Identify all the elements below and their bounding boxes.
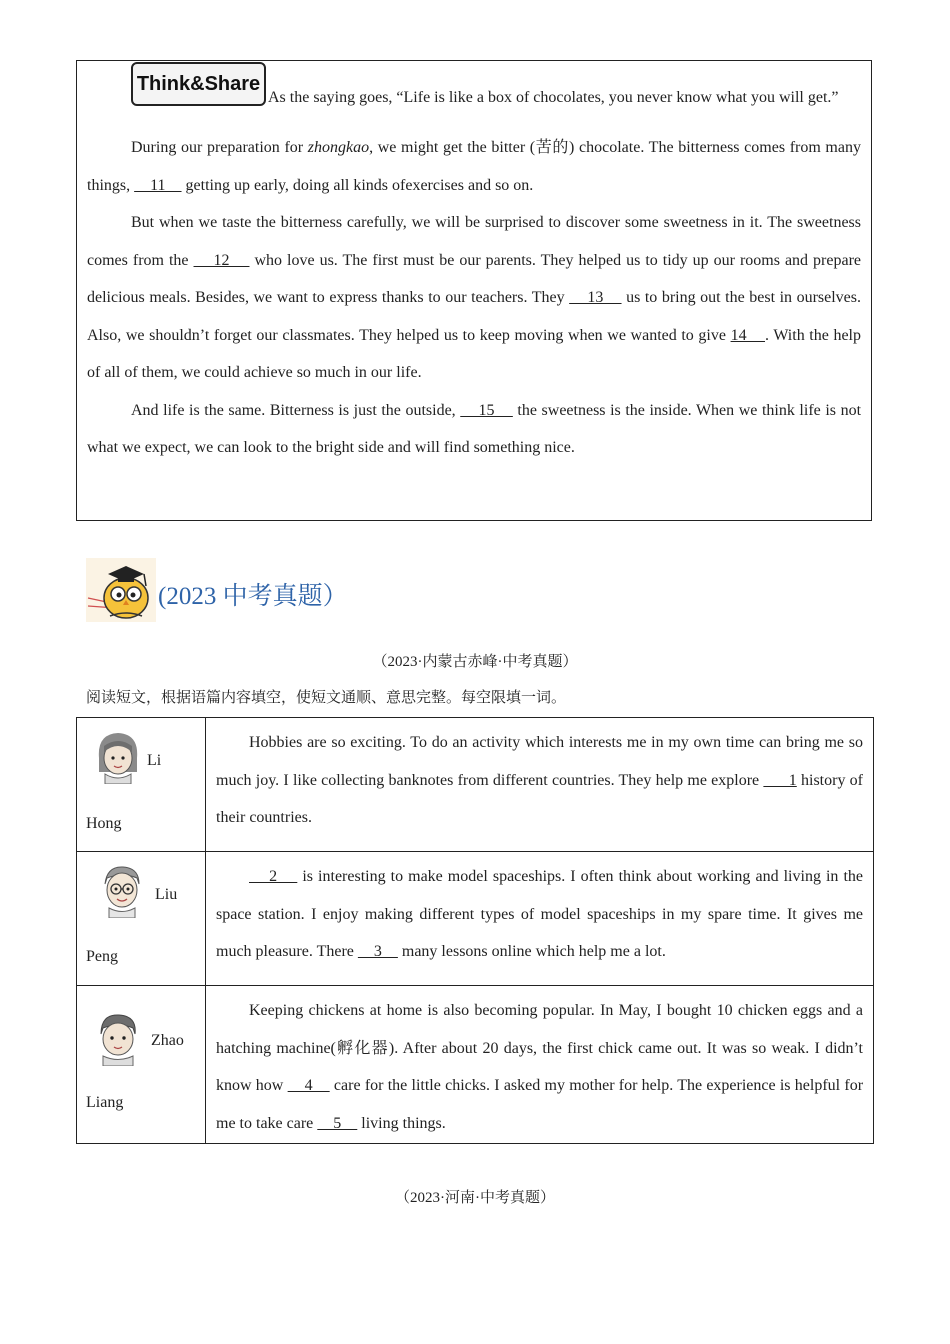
- person-cell: [77, 852, 206, 986]
- think-share-badge: Think&Share: [131, 62, 266, 106]
- passage-paragraph-3: [87, 204, 861, 392]
- blank-13[interactable]: 13: [569, 289, 622, 306]
- profile-text: care for the little chicks. I asked my mother for help. The experience is helpful for me to take care: [216, 1077, 864, 1132]
- table-row: [77, 852, 874, 986]
- profile-text-cell: [206, 986, 874, 1144]
- boy-avatar-icon: [89, 1010, 147, 1066]
- profile-text: is interesting to make model spaceships. I often think about working and living in the space station. I enjoy making different types of model spaceships in my spare time. It gives me much pleasure. There: [216, 868, 864, 960]
- profile-paragraph: [216, 992, 863, 1142]
- profile-text: history of their countries.: [216, 771, 863, 826]
- person-last-name: Hong: [86, 815, 122, 832]
- profile-text: Keeping chickens at home is also becoming popular. In May, I bought 10 chicken eggs and a hatching machine(孵化器). After about 20 days, the first chick came out. It was so weak. I didn’t know how: [216, 1002, 863, 1094]
- person-first-name: Zhao: [151, 1032, 184, 1049]
- blank-11[interactable]: 11: [134, 176, 182, 194]
- passage-text: . With the help of all of them, we could achieve so much in our life.: [87, 326, 861, 381]
- profile-text-cell: [206, 852, 874, 986]
- passage-text: who love us. The first must be our parents. They helped us to tidy up our rooms and prepare delicious meals. Besides, we want to express thanks to our teachers. They: [87, 251, 862, 306]
- passage-paragraph-2: [87, 129, 861, 204]
- question-source: （2023·内蒙古赤峰·中考真题）: [372, 654, 578, 670]
- section-title: (2023 中考真题）: [158, 583, 348, 610]
- profile-text-cell: [206, 718, 874, 852]
- boy-glasses-avatar-icon: [93, 862, 151, 918]
- profile-paragraph: [216, 724, 863, 837]
- profile-text: Hobbies are so exciting. To do an activity which interests me in my own time can bring me so much joy. I like collecting banknotes from different countries. They help me explore: [216, 734, 863, 789]
- person-first-name: Li: [147, 752, 162, 769]
- profile-paragraph: [216, 858, 863, 971]
- profile-text: many lessons online which help me a lot.: [397, 943, 666, 960]
- passage-paragraph-4: [87, 392, 861, 467]
- owl-graduate-icon: [86, 558, 156, 622]
- table-row: [77, 986, 874, 1144]
- blank-3[interactable]: 3: [357, 943, 398, 960]
- instruction-text: 阅读短文，根据语篇内容填空，使短文通顺、意思完整。每空限填一词。: [86, 690, 567, 706]
- blank-2[interactable]: 2: [249, 868, 298, 885]
- blank-12[interactable]: 12: [193, 251, 250, 269]
- blank-4[interactable]: 4: [287, 1077, 330, 1094]
- passage-text: And life is the same. Bitterness is just the outside,: [131, 401, 461, 419]
- person-last-name: Liang: [86, 1094, 124, 1111]
- profile-table: [76, 717, 874, 1144]
- italic-term: zhongkao: [307, 139, 370, 156]
- person-last-name: Peng: [86, 948, 118, 965]
- blank-5[interactable]: 5: [317, 1114, 358, 1132]
- passage-text: getting up early, doing all kinds ofexercises and so on.: [181, 176, 534, 194]
- passage-text: us to bring out the best in ourselves. Also, we shouldn’t forget our classmates. They helped us to keep moving when we wanted to give: [87, 289, 861, 344]
- question-source: （2023·河南·中考真题）: [395, 1190, 555, 1206]
- passage-box: [76, 60, 872, 521]
- person-cell: [77, 986, 206, 1144]
- passage-paragraph-1: [87, 67, 861, 129]
- blank-14[interactable]: 14: [730, 326, 766, 344]
- passage-text: But when we taste the bitterness carefully, we will be surprised to discover some sweetness in it. The sweetness comes from the: [87, 214, 861, 269]
- girl-avatar-icon: [89, 728, 147, 784]
- passage-text: , we might get the bitter (苦的) chocolate. The bitterness comes from many things,: [87, 139, 861, 194]
- profile-text: living things.: [357, 1114, 446, 1132]
- person-first-name: Liu: [155, 886, 178, 903]
- passage-text: During our preparation for: [131, 139, 308, 156]
- passage-text: As the saying goes, “Life is like a box of chocolates, you never know what you will get.”: [268, 89, 839, 106]
- passage-text: the sweetness is the inside. When we think life is not what we expect, we can look to the bright side and will find something nice.: [87, 401, 862, 456]
- blank-1[interactable]: 1: [763, 771, 797, 789]
- table-row: [77, 718, 874, 852]
- person-cell: [77, 718, 206, 852]
- blank-15[interactable]: 15: [460, 401, 513, 419]
